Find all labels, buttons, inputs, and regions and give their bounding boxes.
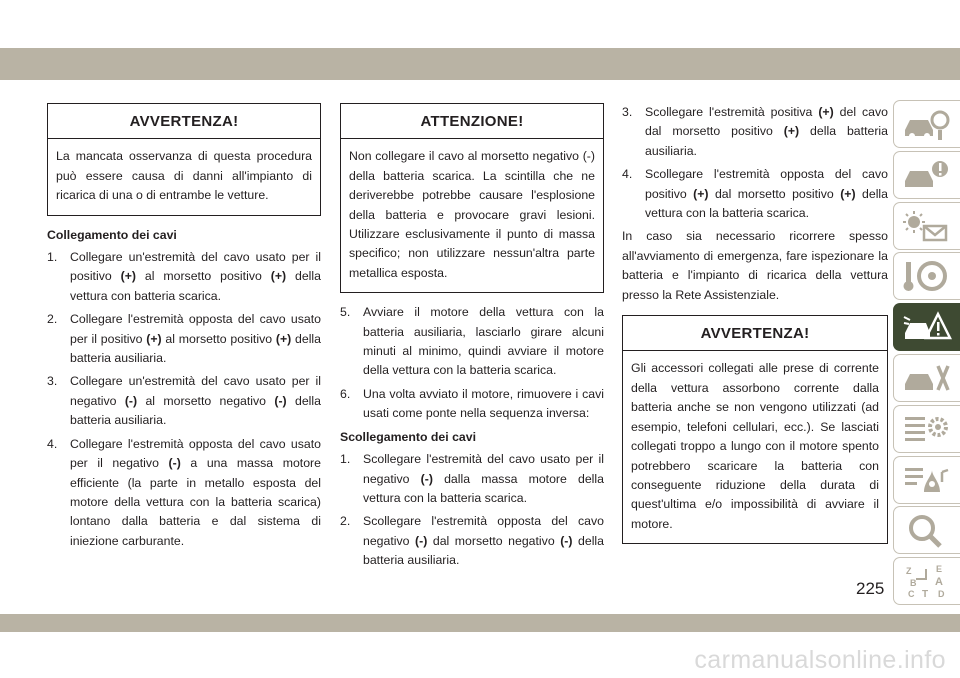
index-icon: [902, 565, 952, 599]
terminal-symbol: (+): [270, 269, 287, 284]
terminal-symbol: (+): [146, 331, 162, 346]
terminal-symbol: (+): [783, 124, 800, 139]
terminal-symbol: (-): [168, 456, 181, 471]
list-item-text: [363, 512, 604, 570]
index-letter: Z: [906, 566, 912, 577]
terminal-symbol: (-): [420, 471, 433, 486]
list-item: [340, 385, 604, 424]
disconnect-steps-list: [340, 450, 604, 570]
tab-service[interactable]: [893, 354, 960, 402]
index-letter: T: [922, 589, 929, 600]
terminal-symbol: (+): [840, 186, 856, 201]
column-1: [47, 103, 321, 555]
tab-emergency[interactable]: [893, 303, 960, 351]
car-info-icon: [902, 108, 952, 142]
text-run: al morsetto positivo: [161, 331, 276, 346]
text-run: della batteria ausiliaria.: [363, 533, 604, 568]
text-run: della vettura con la batteria scarica.: [645, 186, 888, 221]
caution-box-title: ATTENZIONE!: [341, 104, 603, 139]
list-item-number: 2.: [47, 312, 58, 327]
column-2: [340, 103, 604, 575]
search-icon: [902, 514, 952, 548]
list-item-number: 1.: [47, 250, 58, 265]
text-run: dalla massa motore della vettura con la batteria scarica.: [363, 471, 604, 505]
list-item-text: [363, 303, 604, 381]
text-run: Scollegare l'estremità opposta del cavo negativo: [363, 514, 604, 548]
list-item-text: [363, 450, 604, 508]
index-letter: A: [935, 576, 943, 589]
text-run: della batteria ausiliaria.: [70, 393, 321, 428]
text-run: al morsetto negativo: [137, 393, 275, 408]
list-item-text: [363, 385, 604, 424]
terminal-symbol: (+): [818, 105, 834, 119]
terminal-symbol: (-): [415, 533, 428, 548]
warning-box-title: AVVERTENZA!: [48, 104, 320, 139]
section-heading-connect: Collegamento dei cavi: [47, 227, 177, 242]
tab-lights-messages[interactable]: [893, 202, 960, 250]
list-item-number: 1.: [340, 452, 351, 467]
specifications-icon: [902, 413, 952, 447]
list-item-number: 6.: [340, 386, 351, 401]
list-item: [340, 303, 604, 381]
text-run: Collegare un'estremità del cavo usato per il negativo: [70, 374, 321, 408]
section-heading-disconnect: Scollegamento dei cavi: [340, 429, 476, 444]
car-service-icon: [902, 362, 952, 396]
tab-car-info[interactable]: [893, 100, 960, 148]
connect-steps-list: [47, 248, 321, 551]
list-item-number: 2.: [340, 514, 351, 529]
terminal-symbol: (+): [693, 186, 709, 201]
list-item: [47, 372, 321, 430]
list-item-number: 4.: [622, 167, 633, 182]
tab-search[interactable]: [893, 506, 960, 554]
top-header-band: [0, 48, 960, 80]
text-run: della vettura con batteria scarica.: [70, 269, 321, 303]
caution-box-text: Non collegare il cavo al morsetto negativo (-) della batteria scarica. La scintilla che ne deriverebbe potrebbe causare l'esplosione della batteria e provocare gravi lesioni. Utilizzare esclusivamente il punto di massa specifico; non utilizzare nessun'altra parte metallica esposta.: [349, 149, 595, 280]
warning-box-text: Gli accessori collegati alle prese di corrente della vettura assorbono corrente dalla batteria anche se non vengono utilizzati (ad esempio, telefoni cellulari, ecc.). Se lasciati collegati troppo a lungo con il motore spento potrebbero scaricare la batteria con conseguente riduzione della durata di quest'ultima e/o impossibilità di avviare il motore.: [631, 361, 879, 531]
tab-car-warning[interactable]: [893, 151, 960, 199]
closing-paragraph: In caso sia necessario ricorrere spesso all'avviamento di emergenza, fare ispezionare la batteria e l'impianto di ricarica della vettura presso la Rete Assistenziale.: [622, 229, 888, 302]
text-run: della batteria ausiliaria.: [70, 331, 321, 366]
warning-box-text: La mancata osservanza di questa procedura può essere causa di danni all'impianto di ricarica di una o di entrambe le vetture.: [56, 149, 312, 203]
list-item: [622, 165, 888, 223]
list-item: [622, 103, 888, 161]
text-run: Scollegare l'estremità positiva: [645, 105, 819, 119]
list-item-text: [70, 372, 321, 430]
tab-specifications[interactable]: [893, 405, 960, 453]
list-item-number: 3.: [622, 105, 633, 119]
text-run: Collegare l'estremità opposta del cavo usato per il positivo: [70, 312, 321, 346]
list-item: [47, 435, 321, 551]
list-item-text: [70, 310, 321, 368]
terminal-symbol: (-): [560, 533, 573, 548]
text-run: Collegare l'estremità opposta del cavo usato per il negativo: [70, 436, 321, 471]
list-item: [340, 512, 604, 570]
index-letter: B: [910, 578, 917, 589]
tab-index[interactable]: [893, 557, 960, 605]
text-run: a una massa motore efficiente (la parte in metallo esposta del motore della vettura con la batteria scarica) lontano dalla batteria e dal sistema di iniezione carburante.: [70, 456, 321, 548]
watermark: carmanualsonline.info: [694, 646, 946, 674]
terminal-symbol: (-): [124, 393, 138, 408]
list-item-text: [70, 248, 321, 306]
text-run: Una volta avviato il motore, rimuovere i cavi usati come ponte nella sequenza inversa:: [363, 386, 604, 421]
list-item-number: 4.: [47, 436, 58, 451]
warning-box-accessories: [622, 315, 888, 544]
list-item: [340, 450, 604, 508]
warning-box: [47, 103, 321, 216]
index-letter: D: [938, 589, 945, 600]
index-letter: E: [936, 565, 943, 575]
index-letter: C: [908, 589, 915, 600]
car-warning-icon: [902, 159, 952, 193]
tab-tools-steering[interactable]: [893, 252, 960, 300]
text-run: al morsetto positivo: [135, 269, 271, 284]
list-item-number: 3.: [47, 374, 58, 389]
chapter-tabs: [893, 100, 960, 608]
text-run: dal morsetto negativo: [427, 533, 561, 548]
bottom-footer-band: [0, 614, 960, 632]
terminal-symbol: (+): [275, 331, 292, 346]
list-item-number: 5.: [340, 305, 351, 320]
disconnect-steps-continued: [622, 103, 888, 223]
multimedia-icon: [902, 464, 952, 498]
terminal-symbol: (-): [274, 393, 287, 408]
column-3: [622, 103, 888, 554]
connect-steps-continued: [340, 303, 604, 423]
text-run: dal morsetto positivo: [708, 186, 841, 201]
list-item-text: [70, 435, 321, 551]
list-item: [47, 248, 321, 306]
text-run: Scollegare l'estremità del cavo usato per il negativo: [363, 452, 604, 486]
car-emergency-icon: [902, 311, 952, 345]
text-run: della batteria ausiliaria.: [645, 124, 888, 158]
list-item: [47, 310, 321, 368]
terminal-symbol: (+): [120, 269, 136, 284]
caution-box: [340, 103, 604, 293]
warning-box-title: AVVERTENZA!: [623, 316, 887, 351]
page-number: 225: [856, 579, 885, 598]
text-run: del cavo dal morsetto positivo: [645, 105, 889, 139]
tools-steering-icon: [902, 260, 952, 294]
text-run: Collegare un'estremità del cavo usato per il positivo: [70, 250, 321, 284]
text-run: Scollegare l'estremità opposta del cavo positivo: [645, 167, 888, 201]
text-run: Avviare il motore della vettura con la batteria ausiliaria, lasciarlo girare alcuni minuti al minimo, quindi avviare il motore della vettura con la batteria scarica.: [363, 305, 604, 378]
list-item-text: [645, 103, 888, 161]
tab-multimedia[interactable]: [893, 456, 960, 504]
lights-message-icon: [902, 210, 952, 244]
list-item-text: [645, 165, 888, 223]
